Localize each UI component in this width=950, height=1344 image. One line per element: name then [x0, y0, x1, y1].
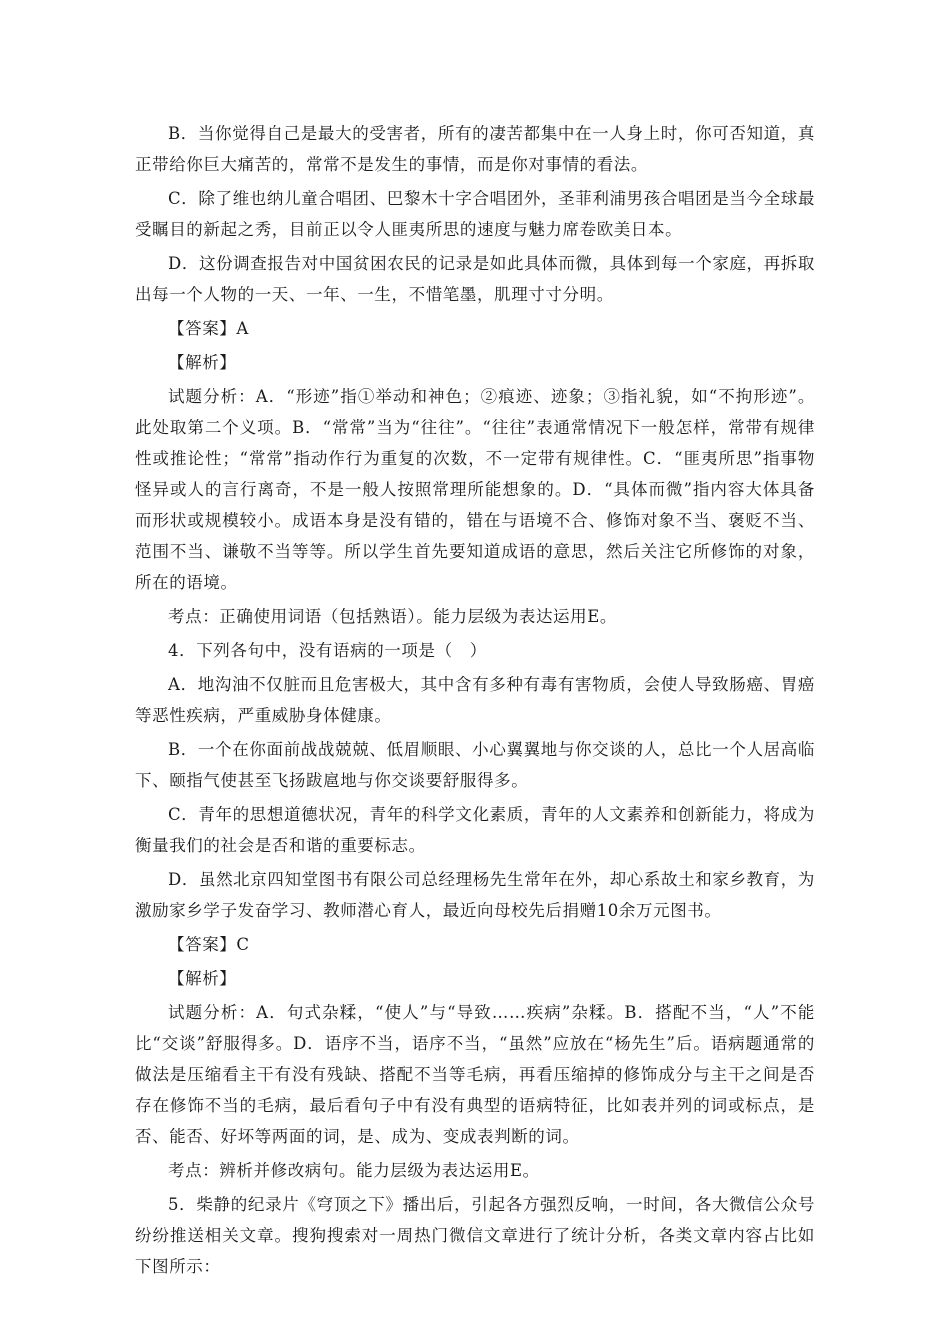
question-4-option-a: A．地沟油不仅脏而且危害极大，其中含有多种有毒有害物质，会使人导致肠癌、胃癌等恶性疾病，严重威胁身体健康。 [135, 675, 815, 725]
analysis-heading-4: 【解析】 [168, 969, 237, 988]
analysis-body-3: 试题分析：A．“形迹”指①举动和神色；②痕迹、迹象；③指礼貌，如“不拘形迹”。此处取第二个义项。B．“常常”当为“往往”。“往往”表通常情况下一般怎样，常带有规律性或推论性；“常常”指动作行为重复的次数，不一定带有规律性。C．“匪夷所思”指事物怪异或人的言行离奇，不是一般人按照常理所能想象的。D．“具体而微”指内容大体具备而形状或规模较小。成语本身是没有错的，错在与语境不合、修饰对象不当、褒贬不当、范围不当、谦敬不当等等。所以学生首先要知道成语的意思，然后关注它所修饰的对象，所在的语境。 [135, 387, 815, 592]
exam-point-4: 考点：辨析并修改病句。能力层级为表达运用E。 [168, 1161, 540, 1180]
answer-label-3: 【答案】A [168, 319, 249, 338]
question-4-option-d: D．虽然北京四知堂图书有限公司总经理杨先生常年在外，却心系故土和家乡教育，为激励家乡学子发奋学习、教师潜心育人，最近向母校先后捐赠10余万元图书。 [135, 870, 815, 920]
option-c-paragraph: C．除了维也纳儿童合唱团、巴黎木十字合唱团外，圣菲利浦男孩合唱团是当今全球最受瞩目的新起之秀，目前正以令人匪夷所思的速度与魅力席卷欧美日本。 [135, 189, 815, 239]
question-4-option-b: B．一个在你面前战战兢兢、低眉顺眼、小心翼翼地与你交谈的人，总比一个人居高临下、颐指气使甚至飞扬跋扈地与你交谈要舒服得多。 [135, 740, 815, 790]
question-4-stem: 4．下列各句中，没有语病的一项是（ ） [168, 641, 487, 660]
answer-label-4: 【答案】C [168, 935, 250, 954]
document-body [135, 118, 815, 1285]
question-4-option-c: C．青年的思想道德状况，青年的科学文化素质，青年的人文素养和创新能力，将成为衡量我们的社会是否和谐的重要标志。 [135, 805, 815, 855]
option-d-paragraph: D．这份调查报告对中国贫困农民的记录是如此具体而微，具体到每一个家庭，再拆取出每一个人物的一天、一年、一生，不惜笔墨，肌理寸寸分明。 [135, 254, 815, 304]
analysis-heading-3: 【解析】 [168, 353, 237, 372]
option-b-paragraph: B．当你觉得自己是最大的受害者，所有的凄苦都集中在一人身上时，你可否知道，真正带给你巨大痛苦的，常常不是发生的事情，而是你对事情的看法。 [135, 124, 815, 174]
question-5-stem: 5．柴静的纪录片《穹顶之下》播出后，引起各方强烈反响，一时间，各大微信公众号纷纷推送相关文章。搜狗搜索对一周热门微信文章进行了统计分析，各类文章内容占比如下图所示： [135, 1195, 815, 1276]
analysis-body-4: 试题分析：A．句式杂糅，“使人”与“导致……疾病”杂糅。B．搭配不当，“人”不能比“交谈”舒服得多。D．语序不当，语序不当，“虽然”应放在“杨先生”后。语病题通常的做法是压缩看主干有没有残缺、搭配不当等毛病，再看压缩掉的修饰成分与主干之间是否存在修饰不当的毛病，最后看句子中有没有典型的语病特征，比如表并列的词或标点，是否、能否、好坏等两面的词，是、成为、变成表判断的词。 [135, 1003, 815, 1146]
exam-point-3: 考点：正确使用词语（包括熟语）。能力层级为表达运用E。 [168, 607, 617, 626]
